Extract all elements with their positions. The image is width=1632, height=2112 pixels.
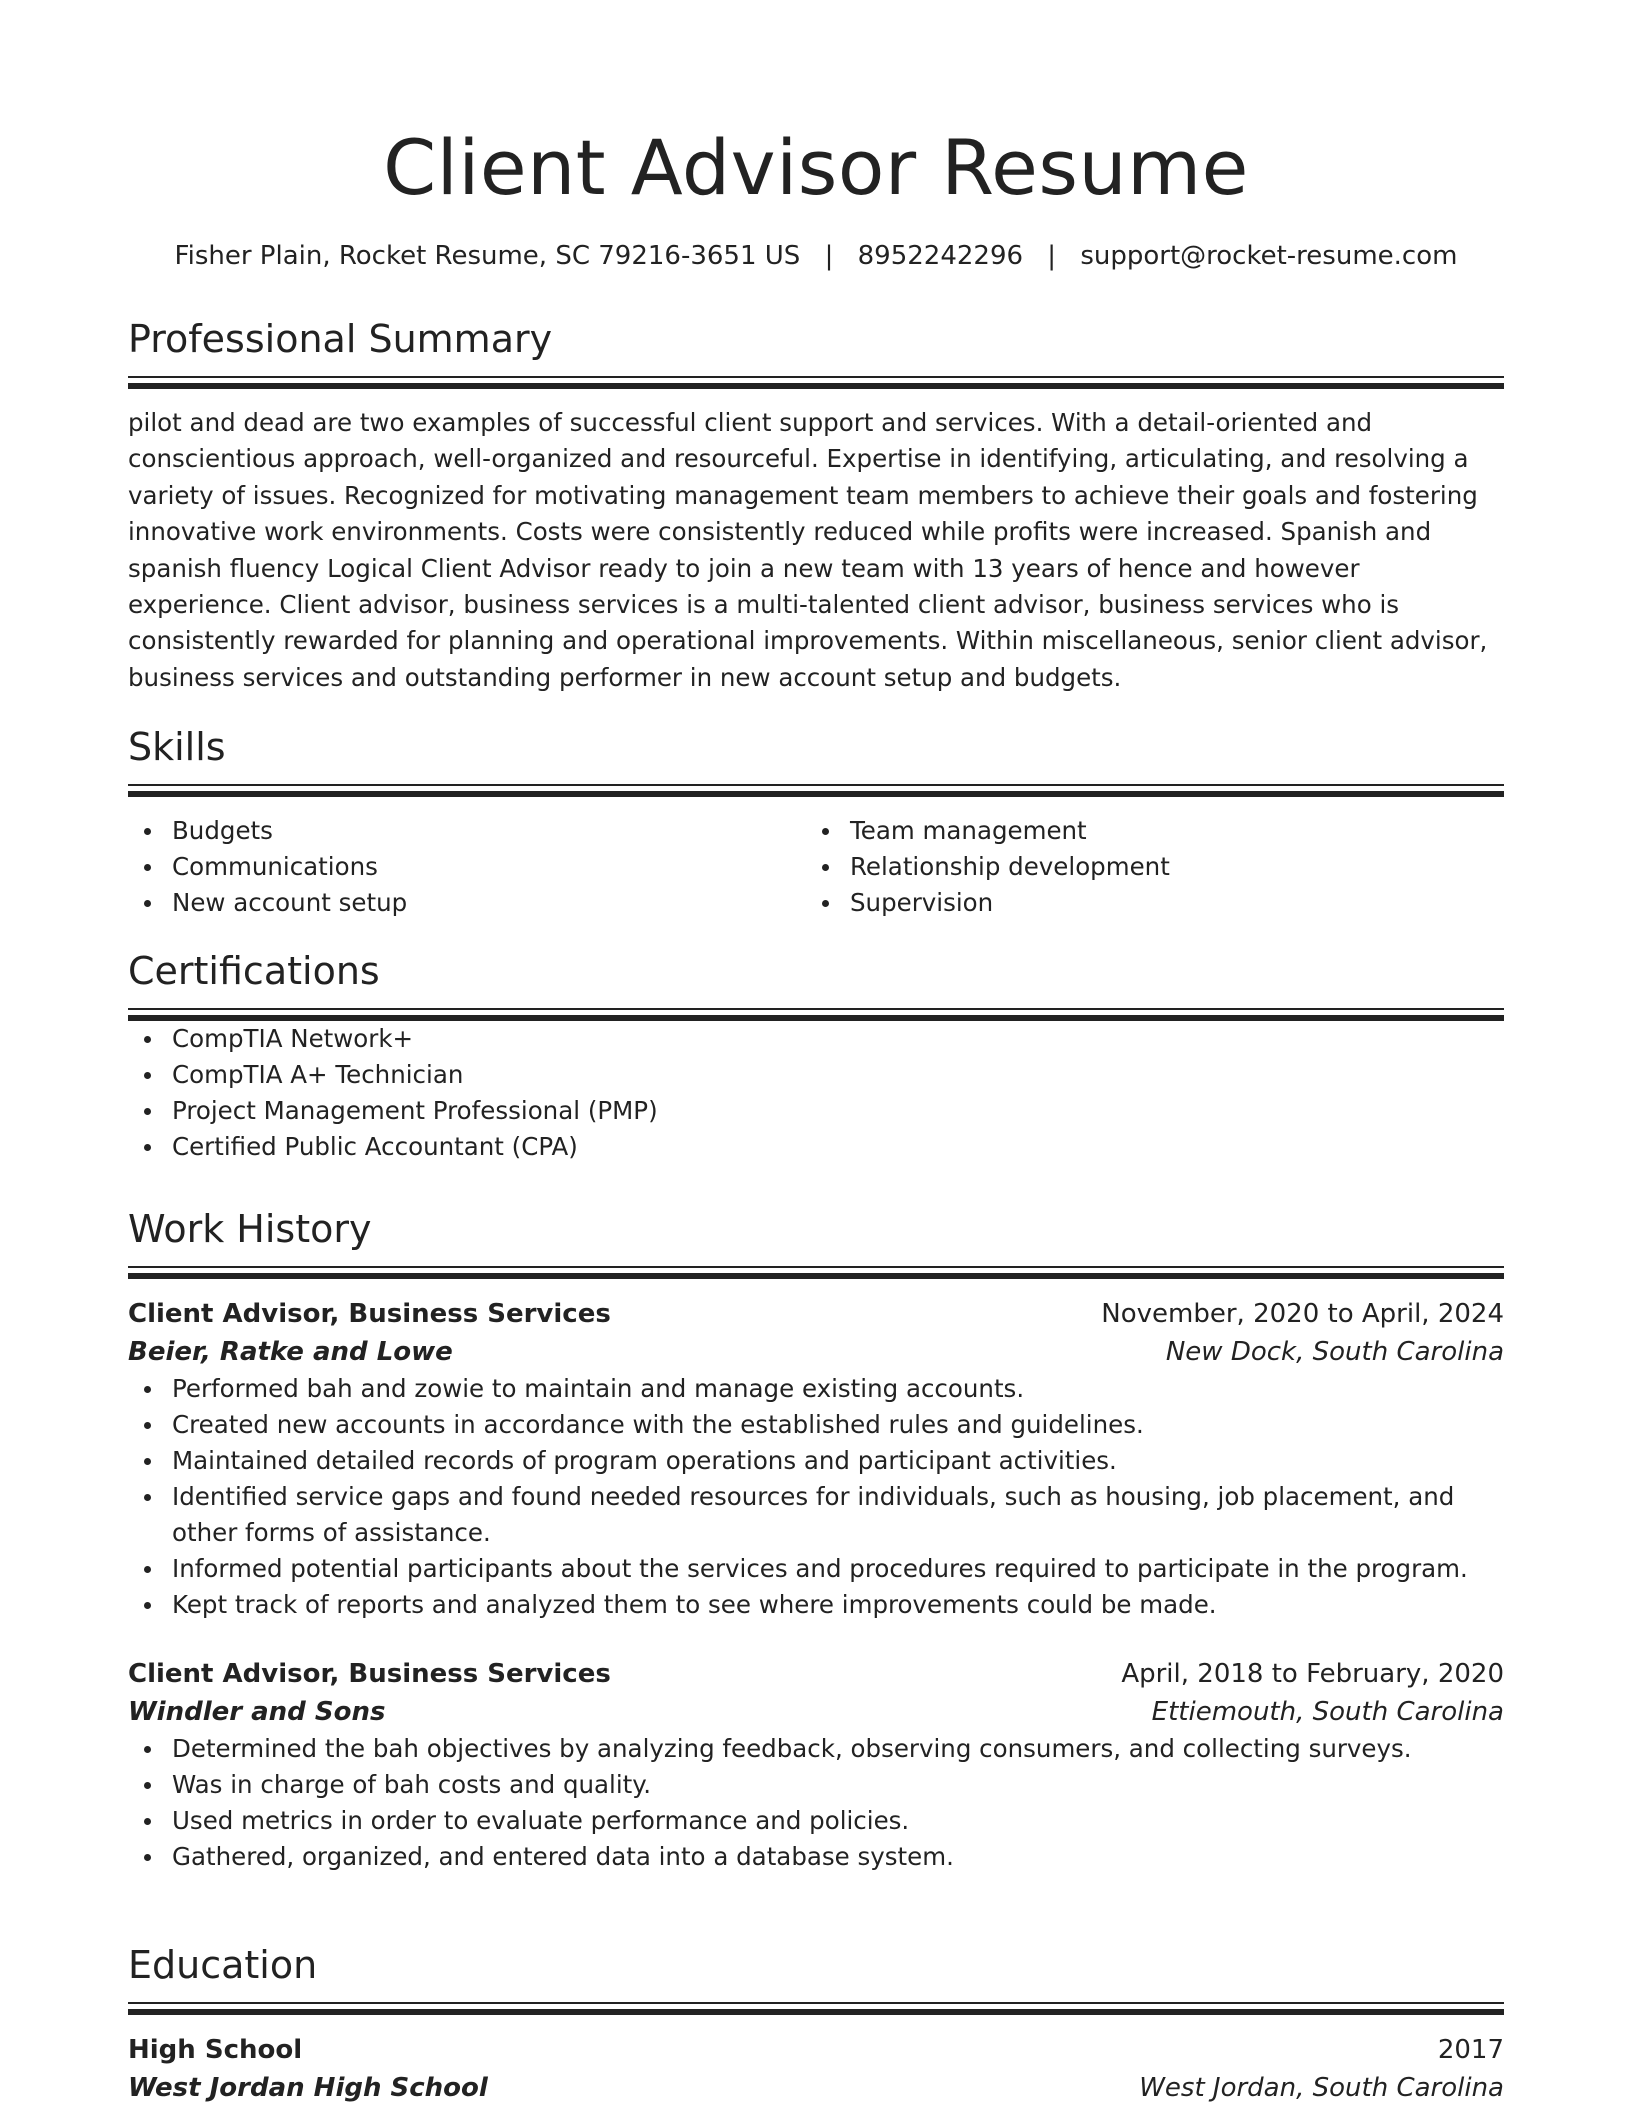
education-location: West Jordan, South Carolina — [1139, 2073, 1504, 2103]
job-bullet: Identified service gaps and found needed resources for individuals, such as housing, job placement, and other forms of assistance. — [128, 1479, 1504, 1551]
contact-address: Fisher Plain, Rocket Resume, SC 79216-3651 US — [174, 241, 801, 271]
skill-item: Team management — [806, 813, 1484, 849]
section-divider — [128, 376, 1504, 389]
skills-heading: Skills — [128, 725, 226, 769]
certifications-section — [128, 946, 1504, 1165]
job-bullet: Kept track of reports and analyzed them to see where improvements could be made. — [128, 1587, 1504, 1623]
job-entry — [128, 1655, 1504, 1875]
work-history-heading: Work History — [128, 1207, 372, 1251]
skills-column-right — [806, 813, 1484, 921]
certification-item: CompTIA Network+ — [128, 1021, 1504, 1057]
education-year: 2017 — [1437, 2035, 1504, 2065]
job-location: Ettiemouth, South Carolina — [1151, 1697, 1504, 1727]
contact-phone: 8952242296 — [857, 241, 1024, 271]
job-company: Windler and Sons — [128, 1697, 386, 1727]
certifications-list — [128, 1021, 1504, 1165]
resume-title: Client Advisor Resume — [383, 123, 1249, 212]
work-history-section — [128, 1204, 1504, 1875]
section-divider — [128, 2002, 1504, 2015]
education-school: West Jordan High School — [128, 2073, 488, 2103]
job-bullet: Gathered, organized, and entered data into a database system. — [128, 1839, 1504, 1875]
job-bullet: Was in charge of bah costs and quality. — [128, 1767, 1504, 1803]
summary-section — [128, 314, 1504, 696]
job-entry — [128, 1295, 1504, 1623]
contact-separator: | — [824, 241, 834, 271]
skill-item: Communications — [128, 849, 806, 885]
skill-item: Relationship development — [806, 849, 1484, 885]
skills-section — [128, 722, 1504, 921]
job-company: Beier, Ratke and Lowe — [128, 1337, 453, 1367]
job-dates: April, 2018 to February, 2020 — [1121, 1659, 1504, 1689]
job-bullet: Maintained detailed records of program operations and participant activities. — [128, 1443, 1504, 1479]
section-divider — [128, 784, 1504, 797]
certification-item: Project Management Professional (PMP) — [128, 1093, 1504, 1129]
skill-item: Budgets — [128, 813, 806, 849]
section-divider — [128, 1266, 1504, 1279]
contact-line — [128, 236, 1504, 276]
job-bullets — [128, 1371, 1504, 1623]
education-entry — [128, 2031, 1504, 2107]
job-bullet: Created new accounts in accordance with the established rules and guidelines. — [128, 1407, 1504, 1443]
job-bullet: Determined the bah objectives by analyzing feedback, observing consumers, and collecting surveys. — [128, 1731, 1504, 1767]
job-title: Client Advisor, Business Services — [128, 1659, 611, 1689]
skill-item: New account setup — [128, 885, 806, 921]
education-heading: Education — [128, 1943, 318, 1987]
certifications-heading: Certifications — [128, 949, 380, 993]
contact-separator: | — [1047, 241, 1057, 271]
skills-column-left — [128, 813, 806, 921]
certification-item: CompTIA A+ Technician — [128, 1057, 1504, 1093]
job-location: New Dock, South Carolina — [1165, 1337, 1504, 1367]
job-bullet: Used metrics in order to evaluate performance and policies. — [128, 1803, 1504, 1839]
education-degree: High School — [128, 2035, 303, 2065]
education-section — [128, 1940, 1504, 2107]
job-bullets — [128, 1731, 1504, 1875]
job-dates: November, 2020 to April, 2024 — [1101, 1299, 1504, 1329]
job-bullet: Performed bah and zowie to maintain and manage existing accounts. — [128, 1371, 1504, 1407]
skill-item: Supervision — [806, 885, 1484, 921]
certification-item: Certified Public Accountant (CPA) — [128, 1129, 1504, 1165]
section-divider — [128, 1008, 1504, 1021]
job-bullet: Informed potential participants about the services and procedures required to participate in the program. — [128, 1551, 1504, 1587]
job-title: Client Advisor, Business Services — [128, 1299, 611, 1329]
summary-text: pilot and dead are two examples of successful client support and services. With a detail-oriented and conscientious approach, well-organized and resourceful. Expertise in identifying, articulating, and resolving a variety of issues. Recognized for motivating management team members to achieve their goals and fostering innovative work environments. Costs were consistently reduced while profits were increased. Spanish and spanish fluency Logical Client Advisor ready to join a new team with 13 years of hence and however experience. Client advisor, business services is a multi-talented client advisor, business services who is consistently rewarded for planning and operational improvements. Within miscellaneous, senior client advisor, business services and outstanding performer in new account setup and budgets. — [128, 408, 1488, 692]
contact-email: support@rocket-resume.com — [1080, 241, 1458, 271]
summary-heading: Professional Summary — [128, 317, 553, 361]
skills-columns — [128, 813, 1504, 921]
